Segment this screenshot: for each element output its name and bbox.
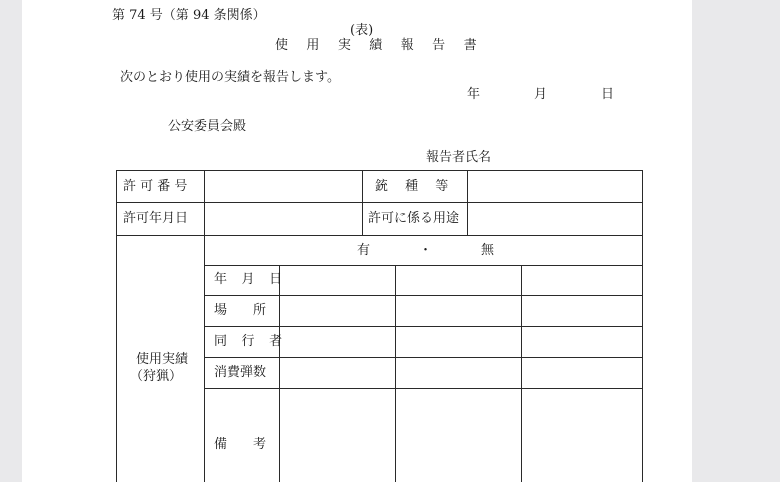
date-year: 年 — [467, 87, 481, 102]
row-label-remarks: 備 考 — [214, 437, 267, 452]
row-label-place: 場 所 — [214, 303, 267, 318]
permit-purpose-label: 許可に係る用途 — [368, 211, 460, 226]
permit-number-field[interactable] — [206, 172, 361, 201]
date-month: 月 — [534, 87, 548, 102]
permit-purpose-field[interactable] — [469, 204, 641, 234]
permit-number-label: 許 可 番 号 — [123, 179, 188, 194]
permit-date-field[interactable] — [206, 204, 361, 234]
presence-dot: ・ — [419, 243, 433, 258]
row-label-rounds: 消費弾数 — [214, 365, 267, 380]
row-label-companion: 同 行 者 — [214, 334, 288, 349]
front-side-label: (表) — [350, 23, 374, 38]
intro-text: 次のとおり使用の実績を報告します。 — [120, 70, 340, 85]
reporter-name-label: 報告者氏名 — [426, 150, 492, 165]
form-number-line: 第 74 号（第 94 条関係） — [112, 8, 266, 23]
permit-date-label: 許可年月日 — [123, 211, 189, 226]
usage-group-sublabel: （狩猟） — [130, 369, 183, 384]
addressee: 公安委員会殿 — [168, 119, 247, 134]
row-label-date: 年 月 日 — [214, 272, 288, 287]
gun-type-field[interactable] — [469, 172, 641, 201]
date-day: 日 — [601, 87, 615, 102]
gun-type-label: 銃 種 等 — [375, 179, 449, 194]
usage-group-label: 使用実績 — [136, 352, 189, 367]
presence-no: 無 — [481, 243, 495, 258]
document-title: 使 用 実 績 報 告 書 — [275, 38, 484, 53]
presence-yes: 有 — [357, 243, 371, 258]
